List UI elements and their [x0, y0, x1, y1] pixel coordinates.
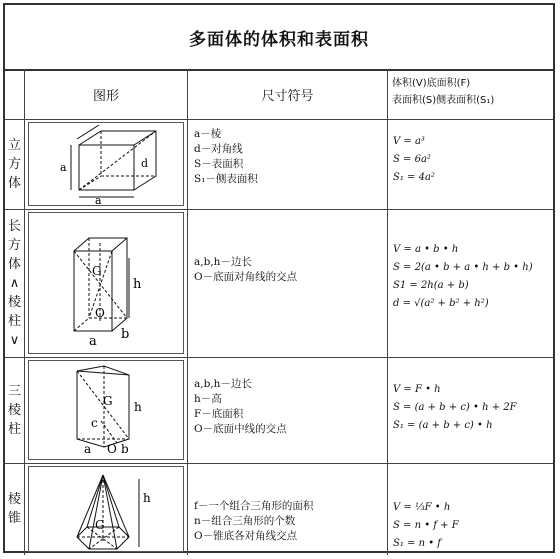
- label-O: O: [95, 306, 105, 320]
- formulas-triangular-prism: V = F • h S = (a + b + c) • h + 2F S₁ = (a + b + c) • h: [393, 384, 517, 431]
- cube-figure: [29, 123, 184, 205]
- label-b: b: [121, 327, 130, 342]
- symbols-pyramid: f－一个组合三角形的面积 n－组合三角形的个数 O－锥底各对角线交点: [194, 500, 314, 542]
- symbols-cuboid: a,b,h－边长 O－底面对角线的交点: [194, 256, 298, 283]
- symbols-cube: a－棱 d－对角线 S－表面积 S₁－侧表面积: [194, 128, 258, 185]
- label-a: a: [89, 334, 97, 349]
- table-row-triangular-prism: [5, 357, 553, 464]
- table-title: 多面体的体积和表面积: [5, 5, 553, 71]
- label-O: O: [107, 442, 117, 456]
- header-symbols: 尺寸符号: [261, 88, 314, 104]
- formulas-cuboid: V = a • b • h S = 2(a • b + a • h + b • h) S1 = 2h(a + b) d = √(a² + b² + h²): [393, 244, 533, 309]
- header-shape: 图形: [92, 88, 119, 104]
- table-row-pyramid: [5, 463, 553, 555]
- polyhedra-table: [3, 3, 555, 553]
- label-h: h: [133, 277, 142, 292]
- label-G: G: [92, 264, 102, 278]
- label-h: h: [134, 400, 142, 414]
- cuboid-figure: [29, 213, 184, 353]
- label-a-side: a: [60, 161, 67, 174]
- label-d: d: [141, 157, 149, 170]
- header-row: [5, 69, 553, 120]
- label-b: b: [121, 442, 129, 456]
- formulas-pyramid: V = ⅓F • h S = n • f + F S₁ = n • f: [393, 502, 459, 549]
- row-name: 长 方 体 ∧ 棱 柱 ∨: [7, 218, 21, 348]
- table-row-cuboid: [5, 209, 553, 358]
- label-G: G: [95, 518, 105, 532]
- row-name: 棱 锥: [7, 492, 21, 526]
- label-h: h: [143, 491, 151, 505]
- label-G: G: [103, 394, 113, 408]
- header-formulas: 体积(V)底面积(F) 表面积(S)侧表面积(S₁): [392, 78, 495, 106]
- table-row-cube: [5, 119, 553, 210]
- symbols-triangular-prism: a,b,h－边长 h－高 F－底面积 O－底面中线的交点: [194, 378, 287, 435]
- triangular-prism-figure: [29, 361, 184, 459]
- row-name: 三 棱 柱: [7, 383, 21, 437]
- label-c: c: [91, 416, 98, 430]
- pyramid-figure: [29, 467, 184, 555]
- row-name: 立 方 体: [7, 137, 21, 191]
- formulas-cube: V = a³ S = 6a² S₁ = 4a²: [393, 136, 435, 183]
- label-a: a: [95, 194, 102, 205]
- label-a: a: [84, 442, 92, 456]
